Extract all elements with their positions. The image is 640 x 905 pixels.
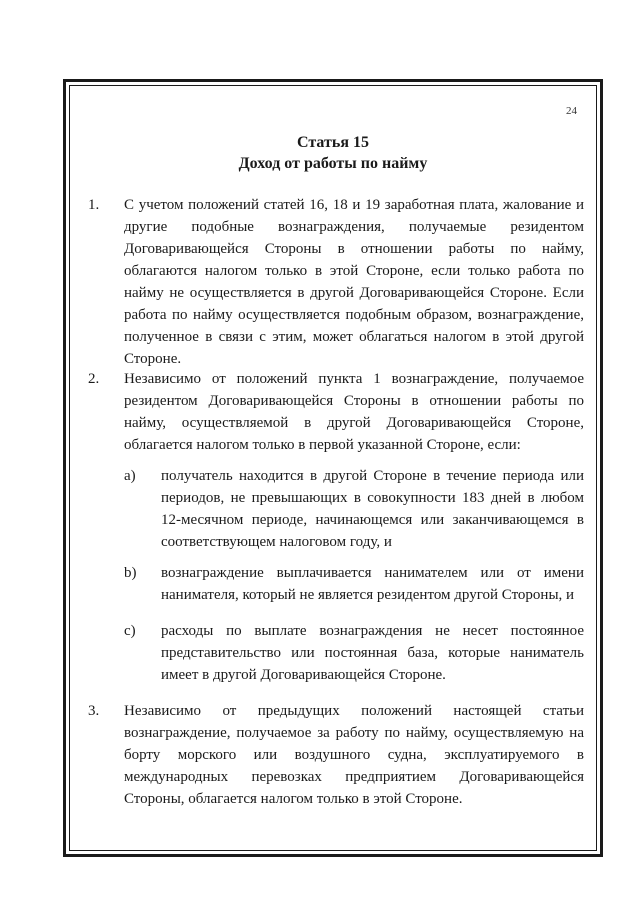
page-number: 24 xyxy=(566,105,577,117)
subitem-c-text: расходы по выплате вознаграждения не несет постоянное представительство или постоянная база, которые наниматель имеет в другой Договаривающейся Стороне. xyxy=(161,623,584,683)
subitem-b-text: вознаграждение выплачивается нанимателем или от имени нанимателя, который не является резидентом другой Стороны, и xyxy=(161,565,584,603)
subitem-a-label: a) xyxy=(124,468,136,484)
paragraph-3-text: Независимо от предыдущих положений настоящей статьи вознаграждение, получаемое за работу по найму, осуществляемую на борту морского или воздушного судна, эксплуатируемого в международных перевозках предприятием Договаривающейся Стороны, облагается налогом только в этой Стороне. xyxy=(124,703,584,807)
paragraph-2-text: Независимо от положений пункта 1 вознаграждение, получаемое резидентом Договаривающейся Стороны в отношении работы по найму, осуществляемой в другой Договаривающейся Стороне, облагается налогом только в первой указанной Стороне, если: xyxy=(124,371,584,453)
article-title: Доход от работы по найму xyxy=(238,155,428,172)
article-number: Статья 15 xyxy=(297,134,369,151)
paragraph-1-number: 1. xyxy=(88,197,100,213)
paragraph-3-number: 3. xyxy=(88,703,100,719)
paragraph-1-text: С учетом положений статей 16, 18 и 19 заработная плата, жалование и другие подобные вознаграждения, получаемые резидентом Договаривающейся Стороны в отношении работы по найму, облагаются налогом только в этой Стороне, если только работа по найму не осуществляется в другой Договаривающейся Стороне. Если работа по найму осуществляется подобным образом, вознаграждение, полученное в связи с этим, может облагаться налогом в этой другой Стороне. xyxy=(124,197,584,367)
subitem-b-label: b) xyxy=(124,565,137,581)
subitem-a-text: получатель находится в другой Стороне в течение периода или периодов, не превышающих в совокупности 183 дней в любом 12-месячном периоде, начинающемся или заканчивающемся в соответствующем налоговом году, и xyxy=(161,468,584,550)
paragraph-2-number: 2. xyxy=(88,371,100,387)
subitem-c-label: c) xyxy=(124,623,136,639)
